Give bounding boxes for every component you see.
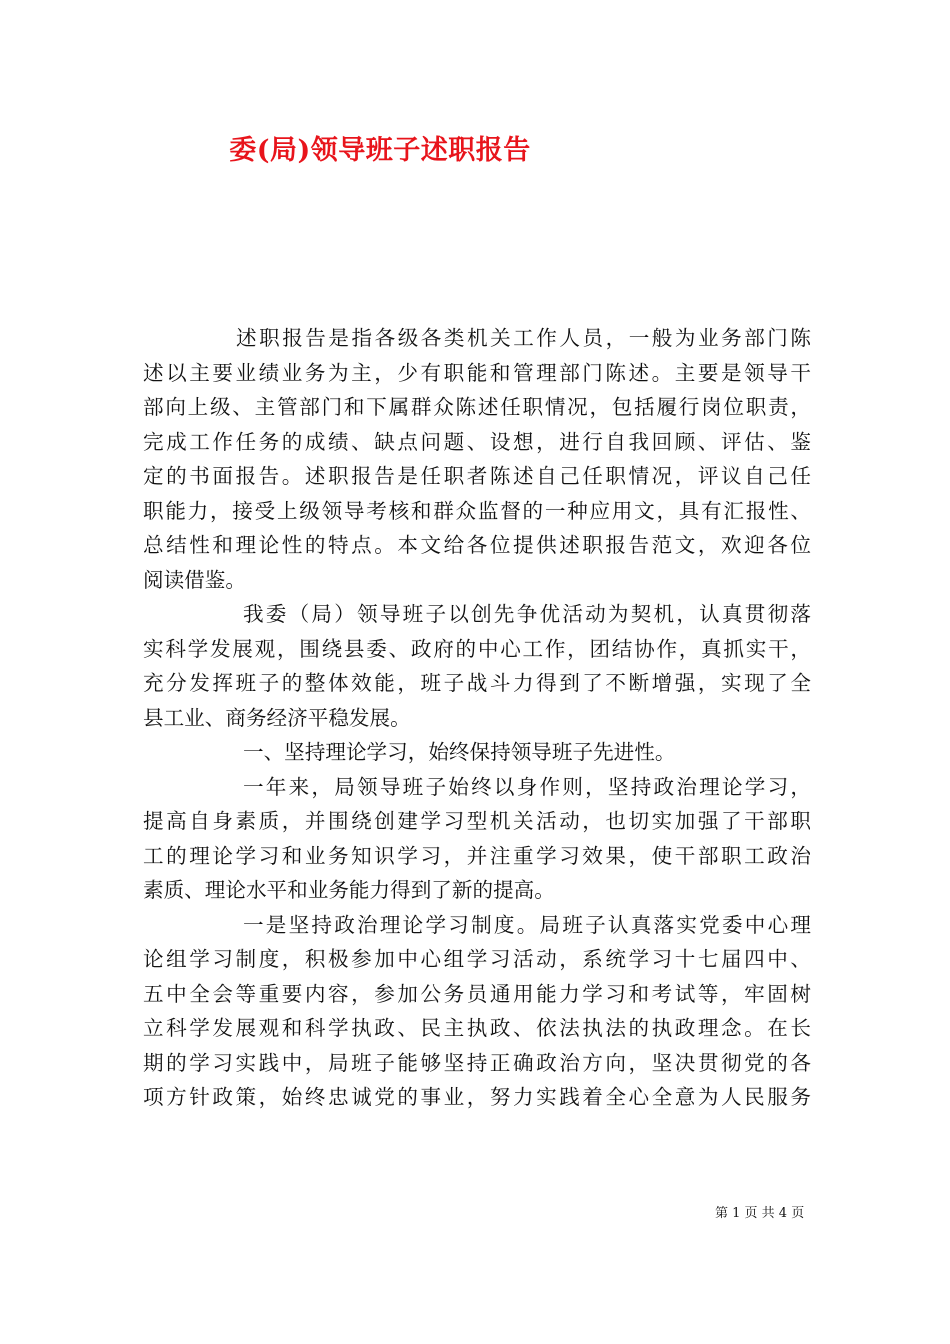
body-line: 我委（局）领导班子以创先争优活动为契机，认真贯彻落	[243, 602, 811, 626]
body-line: 职能力，接受上级领导考核和群众监督的一种应用文，具有汇报性、	[143, 498, 811, 523]
document-title-text: 委(局)领导班子述职报告	[229, 135, 531, 166]
document-body	[143, 321, 811, 1115]
body-line: 述以主要业绩业务为主，少有职能和管理部门陈述。主要是领导干	[143, 360, 811, 385]
body-line: 论组学习制度，积极参加中心组学习活动，系统学习十七届四中、	[143, 947, 811, 971]
body-line: 总结性和理论性的特点。本文给各位提供述职报告范文，欢迎各位	[143, 533, 811, 557]
body-line: 完成工作任务的成绩、缺点问题、设想，进行自我回顾、评估、鉴	[143, 429, 811, 454]
page-number-footer: 第 1 页 共 4 页	[715, 1206, 805, 1221]
body-line: 立科学发展观和科学执政、民主执政、依法执法的执政理念。在长	[143, 1016, 811, 1040]
document-title	[0, 133, 950, 169]
body-line: 工的理论学习和业务知识学习，并注重学习效果，使干部职工政治	[143, 843, 811, 868]
body-line: 提高自身素质，并围绕创建学习型机关活动，也切实加强了干部职	[143, 809, 811, 833]
body-line: 县工业、商务经济平稳发展。	[143, 705, 411, 730]
body-line: 充分发挥班子的整体效能，班子战斗力得到了不断增强，实现了全	[143, 671, 811, 695]
body-line: 一是坚持政治理论学习制度。局班子认真落实党委中心理	[243, 912, 811, 937]
body-line: 五中全会等重要内容，参加公务员通用能力学习和考试等，牢固树	[143, 981, 811, 1006]
body-line: 项方针政策，始终忠诚党的事业，努力实践着全心全意为人民服务	[143, 1085, 811, 1109]
body-line: 一年来，局领导班子始终以身作则，坚持政治理论学习，	[243, 774, 811, 799]
body-line: 阅读借鉴。	[143, 567, 246, 592]
body-line: 定的书面报告。述职报告是任职者陈述自己任职情况，评议自己任	[143, 464, 811, 488]
body-line: 实科学发展观，围绕县委、政府的中心工作，团结协作，真抓实干，	[143, 636, 811, 661]
body-line: 期的学习实践中，局班子能够坚持正确政治方向，坚决贯彻党的各	[143, 1050, 811, 1075]
section-heading: 一、坚持理论学习，始终保持领导班子先进性。	[243, 740, 676, 764]
body-line: 素质、理论水平和业务能力得到了新的提高。	[143, 878, 555, 902]
body-line: 述职报告是指各级各类机关工作人员，一般为业务部门陈	[236, 326, 811, 350]
body-line: 部向上级、主管部门和下属群众陈述任职情况，包括履行岗位职责，	[143, 395, 811, 419]
